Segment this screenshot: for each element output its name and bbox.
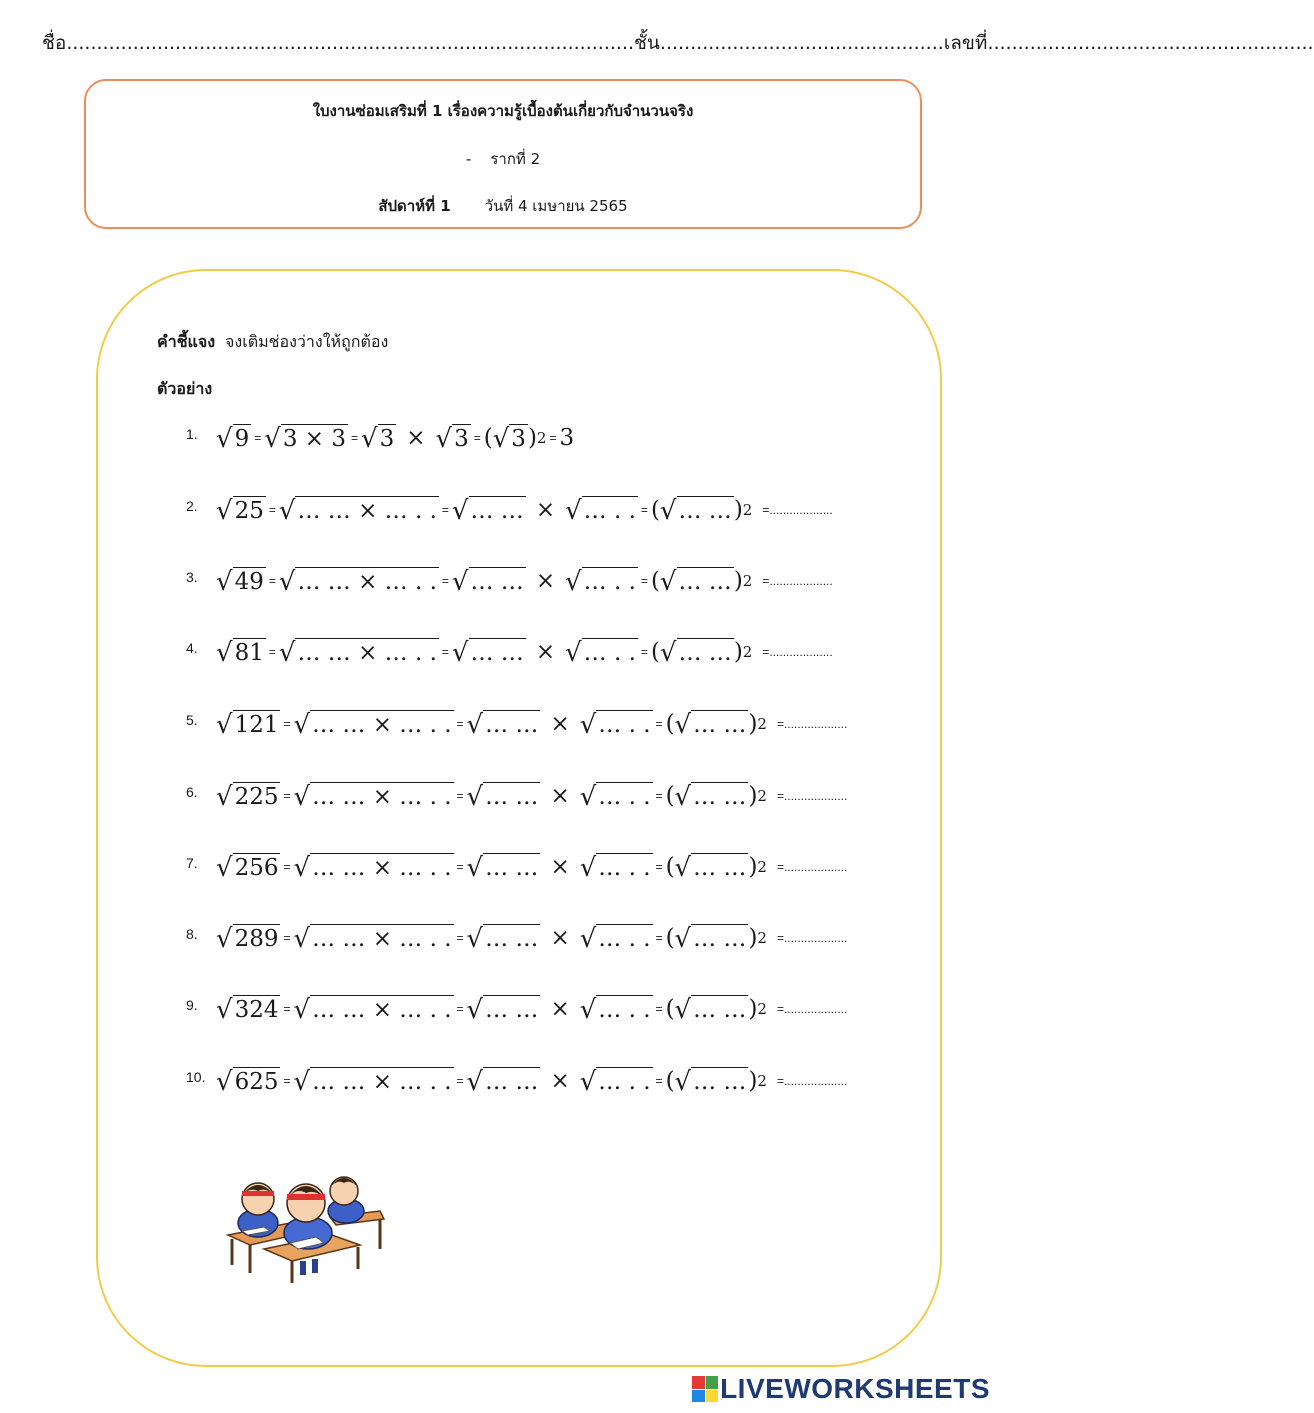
sqrt-radicand: √ 289 — [216, 923, 279, 954]
equals-sign: = — [283, 931, 291, 945]
students-illustration — [220, 1165, 386, 1285]
root-b-blank[interactable]: √ … . . — [579, 923, 651, 954]
power: 2 — [536, 429, 547, 447]
sqrt-radicand: √ 9 — [216, 423, 250, 454]
row-number: 2. — [186, 498, 198, 514]
root-b-blank[interactable]: √ … . . — [579, 709, 651, 740]
paren-close: ) — [748, 854, 758, 880]
row-number: 10. — [186, 1069, 206, 1085]
equals-sign: = — [640, 645, 648, 659]
equals-sign: = — [655, 860, 663, 874]
answer-blank[interactable]: =................... — [776, 1074, 848, 1088]
paren-close: ) — [748, 783, 758, 809]
product-blank[interactable]: √ … … × … . . — [293, 923, 452, 954]
name-label: ชื่อ — [42, 32, 67, 54]
equals-sign: = — [456, 931, 464, 945]
power: 2 — [742, 572, 753, 590]
equals-sign: = — [268, 574, 276, 588]
root-a-blank[interactable]: √ … … — [451, 566, 524, 597]
row-number: 3. — [186, 569, 198, 585]
paren-open: ( — [665, 711, 675, 737]
equals-sign: = — [441, 503, 449, 517]
equals-sign: = — [283, 1002, 291, 1016]
number-label: เลขที่ — [943, 32, 988, 54]
equals-sign: = — [283, 860, 291, 874]
equals-sign: = — [268, 645, 276, 659]
sqrt-radicand: √ 49 — [216, 566, 264, 597]
product-blank[interactable]: √ … … × … . . — [293, 709, 452, 740]
paren-close: ) — [733, 639, 743, 665]
answer-blank[interactable]: =................... — [762, 574, 833, 588]
root-a-blank[interactable]: √ … … — [451, 637, 524, 668]
power: 2 — [757, 1000, 767, 1018]
equals-sign: = — [456, 860, 464, 874]
times-sign: × — [535, 568, 556, 594]
root-a-blank[interactable]: √ … … — [466, 923, 539, 954]
equals-sign: = — [441, 645, 449, 659]
paren-close: ) — [748, 996, 758, 1022]
number-blank[interactable]: ...................................................... — [987, 32, 1314, 54]
sqrt-factor: √ 3 × 3 — [264, 423, 346, 454]
row-number: 1. — [186, 426, 198, 442]
equals-sign: = — [456, 789, 464, 803]
answer-blank[interactable]: =................... — [762, 503, 833, 517]
power: 2 — [742, 643, 753, 661]
date-text: วันที่ 4 เมษายน 2565 — [484, 197, 628, 215]
root-b-blank[interactable]: √ … . . — [565, 495, 636, 526]
times-sign: × — [406, 425, 426, 451]
root-a-blank[interactable]: √ … … — [466, 781, 539, 812]
equals-sign: = — [283, 717, 291, 731]
times-sign: × — [550, 996, 570, 1022]
product-blank[interactable]: √ … … × … . . — [293, 781, 452, 812]
paren-open: ( — [665, 1068, 675, 1094]
times-sign: × — [550, 711, 570, 737]
row-number: 6. — [186, 784, 198, 800]
paren-root-blank[interactable]: √ … … — [674, 709, 747, 740]
product-blank[interactable]: √ … … × … . . — [278, 566, 437, 597]
paren-open: ( — [665, 996, 675, 1022]
paren-close: ) — [733, 568, 743, 594]
sqrt-radicand: √ 121 — [216, 709, 279, 740]
times-sign: × — [535, 497, 556, 523]
example-heading: ตัวอย่าง — [157, 379, 213, 398]
answer-blank[interactable]: =................... — [762, 645, 833, 659]
equals-sign: = — [549, 431, 557, 445]
root-a-blank[interactable]: √ … … — [466, 852, 539, 883]
row-number: 7. — [186, 855, 198, 871]
instruction — [157, 330, 388, 355]
equals-sign: = — [350, 431, 358, 445]
root-a-blank[interactable]: √ … … — [466, 1066, 539, 1097]
paren-root-blank[interactable]: √ … … — [674, 1066, 747, 1097]
equals-sign: = — [254, 431, 262, 445]
answer-blank[interactable]: =................... — [776, 931, 848, 945]
equals-sign: = — [655, 789, 663, 803]
week-date-line — [86, 194, 920, 218]
times-sign: × — [550, 783, 570, 809]
answer-blank[interactable]: =................... — [776, 1002, 848, 1016]
root-b-blank[interactable]: √ … . . — [565, 566, 636, 597]
row-number: 8. — [186, 926, 198, 942]
paren-open: ( — [650, 568, 660, 594]
root-a-blank[interactable]: √ … … — [451, 495, 524, 526]
liveworksheets-logo-icon — [692, 1376, 718, 1402]
equals-sign: = — [283, 789, 291, 803]
name-blank[interactable]: .............................................................................................. — [66, 32, 635, 54]
topic-text: รากที่ 2 — [490, 150, 541, 168]
times-sign: × — [535, 639, 556, 665]
equals-sign: = — [283, 1074, 291, 1088]
equals-sign: = — [655, 1074, 663, 1088]
paren-root-blank[interactable]: √ … … — [674, 852, 747, 883]
sqrt-root-b: √ 3 — [435, 423, 469, 454]
topic-line — [86, 147, 920, 171]
answer-blank[interactable]: =................... — [776, 860, 848, 874]
equals-sign: = — [456, 717, 464, 731]
topic-dash: - — [465, 150, 472, 168]
paren-close: ) — [527, 425, 537, 451]
equals-sign: = — [640, 503, 648, 517]
paren-close: ) — [748, 1068, 758, 1094]
sqrt-radicand: √ 256 — [216, 852, 279, 883]
times-sign: × — [550, 1068, 570, 1094]
times-sign: × — [550, 925, 570, 951]
sqrt-radicand: √ 81 — [216, 637, 264, 668]
product-blank[interactable]: √ … … × … . . — [293, 994, 452, 1025]
times-sign: × — [550, 854, 570, 880]
sqrt-root-a: √ 3 — [361, 423, 395, 454]
root-a-blank[interactable]: √ … … — [466, 709, 539, 740]
answer-blank[interactable]: =................... — [776, 789, 848, 803]
power: 2 — [757, 929, 767, 947]
equals-sign: = — [655, 717, 663, 731]
paren-root-blank[interactable]: √ … … — [659, 637, 732, 668]
paren-open: ( — [650, 497, 660, 523]
root-b-blank[interactable]: √ … . . — [579, 994, 651, 1025]
power: 2 — [757, 787, 767, 805]
root-b-blank[interactable]: √ … . . — [579, 1066, 651, 1097]
title-box — [84, 79, 922, 229]
root-a-blank[interactable]: √ … … — [466, 994, 539, 1025]
equals-sign: = — [655, 931, 663, 945]
class-label: ชั้น — [634, 32, 660, 54]
paren-close: ) — [748, 925, 758, 951]
sqrt-radicand: √ 25 — [216, 495, 264, 526]
example-result: 3 — [559, 425, 575, 451]
equals-sign: = — [456, 1074, 464, 1088]
row-number: 5. — [186, 712, 198, 728]
paren-root-blank[interactable]: √ … … — [674, 781, 747, 812]
answer-blank[interactable]: =................... — [776, 717, 848, 731]
sqrt-radicand: √ 625 — [216, 1066, 279, 1097]
paren-close: ) — [748, 711, 758, 737]
week-label: สัปดาห์ที่ 1 — [378, 197, 451, 215]
power: 2 — [757, 715, 767, 733]
paren-root-blank[interactable]: √ … … — [674, 994, 747, 1025]
equals-sign: = — [655, 1002, 663, 1016]
paren-root-blank[interactable]: √ … … — [659, 495, 732, 526]
paren-open: ( — [650, 639, 660, 665]
paren-open: ( — [665, 783, 675, 809]
logo-text: LIVEWORKSHEETS — [720, 1373, 990, 1404]
power: 2 — [757, 858, 767, 876]
instruction-label: คำชี้แจง — [157, 332, 216, 351]
equals-sign: = — [473, 431, 481, 445]
power: 2 — [742, 501, 753, 519]
sqrt-radicand: √ 225 — [216, 781, 279, 812]
equals-sign: = — [441, 574, 449, 588]
equals-sign: = — [456, 1002, 464, 1016]
product-blank[interactable]: √ … … × … . . — [293, 1066, 452, 1097]
root-b-blank[interactable]: √ … . . — [579, 781, 651, 812]
paren-root-blank[interactable]: √ … … — [674, 923, 747, 954]
liveworksheets-logo — [692, 1373, 990, 1405]
sqrt-radicand: √ 324 — [216, 994, 279, 1025]
worksheet-title: ใบงานซ่อมเสริมที่ 1 เรื่องความรู้เบื้องต้นเกี่ยวกับจำนวนจริง — [312, 102, 694, 120]
root-b-blank[interactable]: √ … . . — [579, 852, 651, 883]
paren-close: ) — [733, 497, 743, 523]
paren-root-blank[interactable]: √ … … — [659, 566, 732, 597]
product-blank[interactable]: √ … … × … . . — [293, 852, 452, 883]
paren-open: ( — [665, 925, 675, 951]
instruction-text: จงเติมช่องว่างให้ถูกต้อง — [225, 332, 389, 351]
row-number: 9. — [186, 997, 198, 1013]
product-blank[interactable]: √ … … × … . . — [278, 495, 437, 526]
row-number: 4. — [186, 640, 198, 656]
root-b-blank[interactable]: √ … . . — [565, 637, 636, 668]
paren-open: ( — [665, 854, 675, 880]
equals-sign: = — [268, 503, 276, 517]
power: 2 — [757, 1072, 767, 1090]
class-blank[interactable]: ............................................... — [659, 32, 944, 54]
equals-sign: = — [640, 574, 648, 588]
student-info-line — [42, 28, 1314, 58]
sqrt-paren: √ 3 — [492, 423, 526, 454]
paren-open: ( — [483, 425, 493, 451]
product-blank[interactable]: √ … … × … . . — [278, 637, 437, 668]
